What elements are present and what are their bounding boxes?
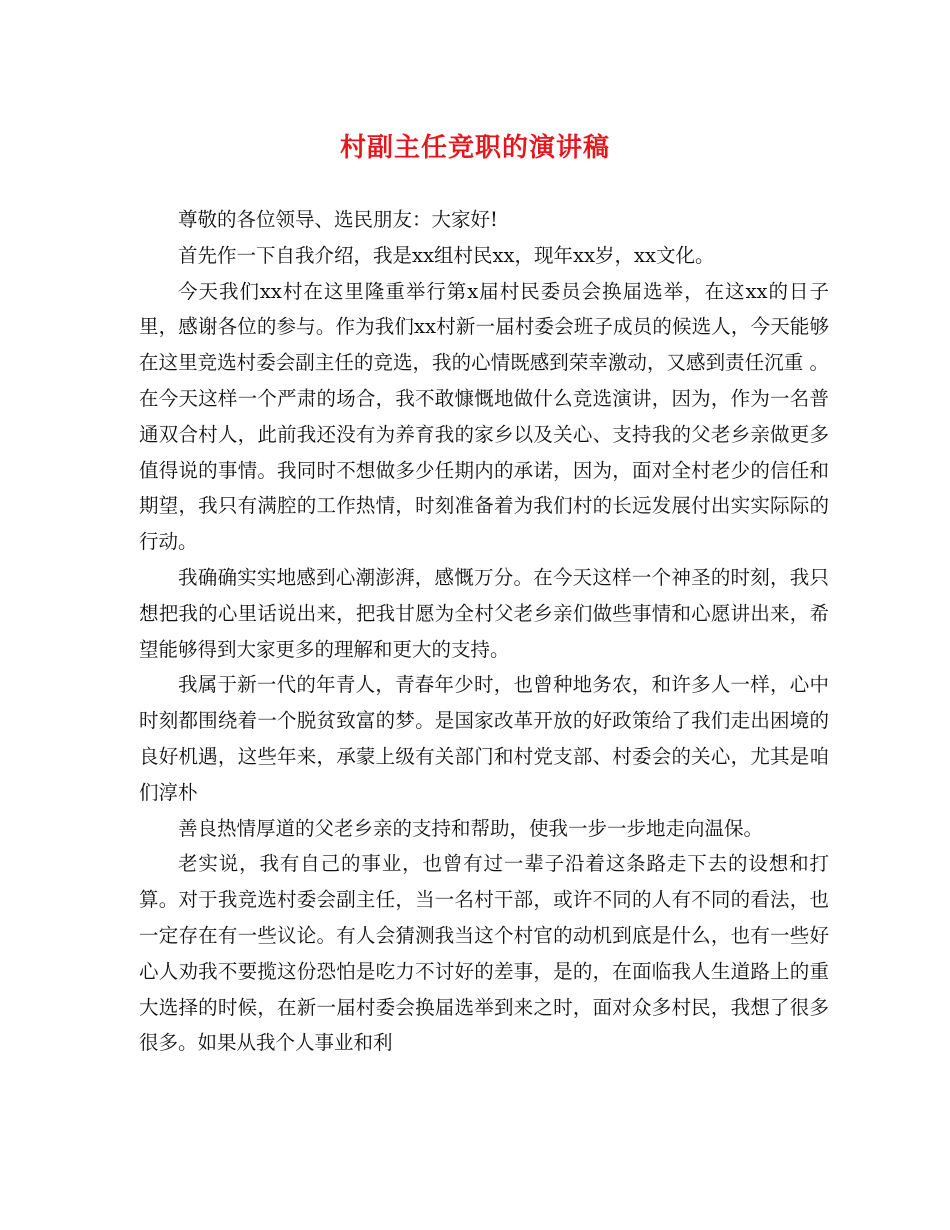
paragraph-decision: 老实说，我有自己的事业，也曾有过一辈子沿着这条路走下去的设想和打算。对于我竞选村委会副主任，当一名村干部，或许不同的人有不同的看法，也一定存在有一些议论。有人会猜测我当这个村官的动机到底是什么，也有一些好心人劝我不要揽这份恐怕是吃力不讨好的差事，是的，在面临我人生道路上的重大选择的时候，在新一届村委会换届选举到来之时，面对众多村民，我想了很多很多。如果从我个人事业和利 [139,852,829,1055]
paragraph-greeting: 尊敬的各位领导、选民朋友：大家好! [178,208,498,231]
paragraph-support: 善良热情厚道的父老乡亲的支持和帮助，使我一步一步地走向温保。 [178,816,764,840]
paragraph-background: 我属于新一代的年青人，青春年少时，也曾种地务农，和许多人一样，心中时刻都围绕着一个脱贫致富的梦。是国家改革开放的好政策给了我们走出困境的良好机遇，这些年来，承蒙上级有关部门和村党支部、村委会的关心，尤其是咱们淳朴 [139,673,829,804]
document-body [139,202,829,1061]
document-title: 村副主任竞职的演讲稿 [339,133,610,163]
paragraph-feelings: 我确确实实地感到心潮澎湃，感慨万分。在今天这样一个神圣的时刻，我只想把我的心里话说出来，把我甘愿为全村父老乡亲们做些事情和心愿讲出来，希望能够得到大家更多的理解和更大的支持。 [139,565,829,661]
paragraph-introduction: 首先作一下自我介绍，我是xx组村民xx，现年xx岁，xx文化。 [178,243,715,267]
paragraph-election-purpose: 今天我们xx村在这里隆重举行第x届村民委员会换届选举，在这xx的日子里，感谢各位的参与。作为我们xx村新一届村委会班子成员的候选人，今天能够在这里竞选村委会副主任的竞选，我的心情既感到荣幸激动，又感到责任沉重 。 在今天这样一个严肃的场合，我不敢慷慨地做什么竞选演讲，因为，作为一名普通双合村人，此前我还没有为养育我的家乡以及关心、支持我的父老乡亲做更多值得说的事情。我同时不想做多少任期内的承诺，因为，面对全村老少的信任和期望，我只有满腔的工作热情，时刻准备着为我们村的长远发展付出实实际际的行动。 [139,279,829,554]
